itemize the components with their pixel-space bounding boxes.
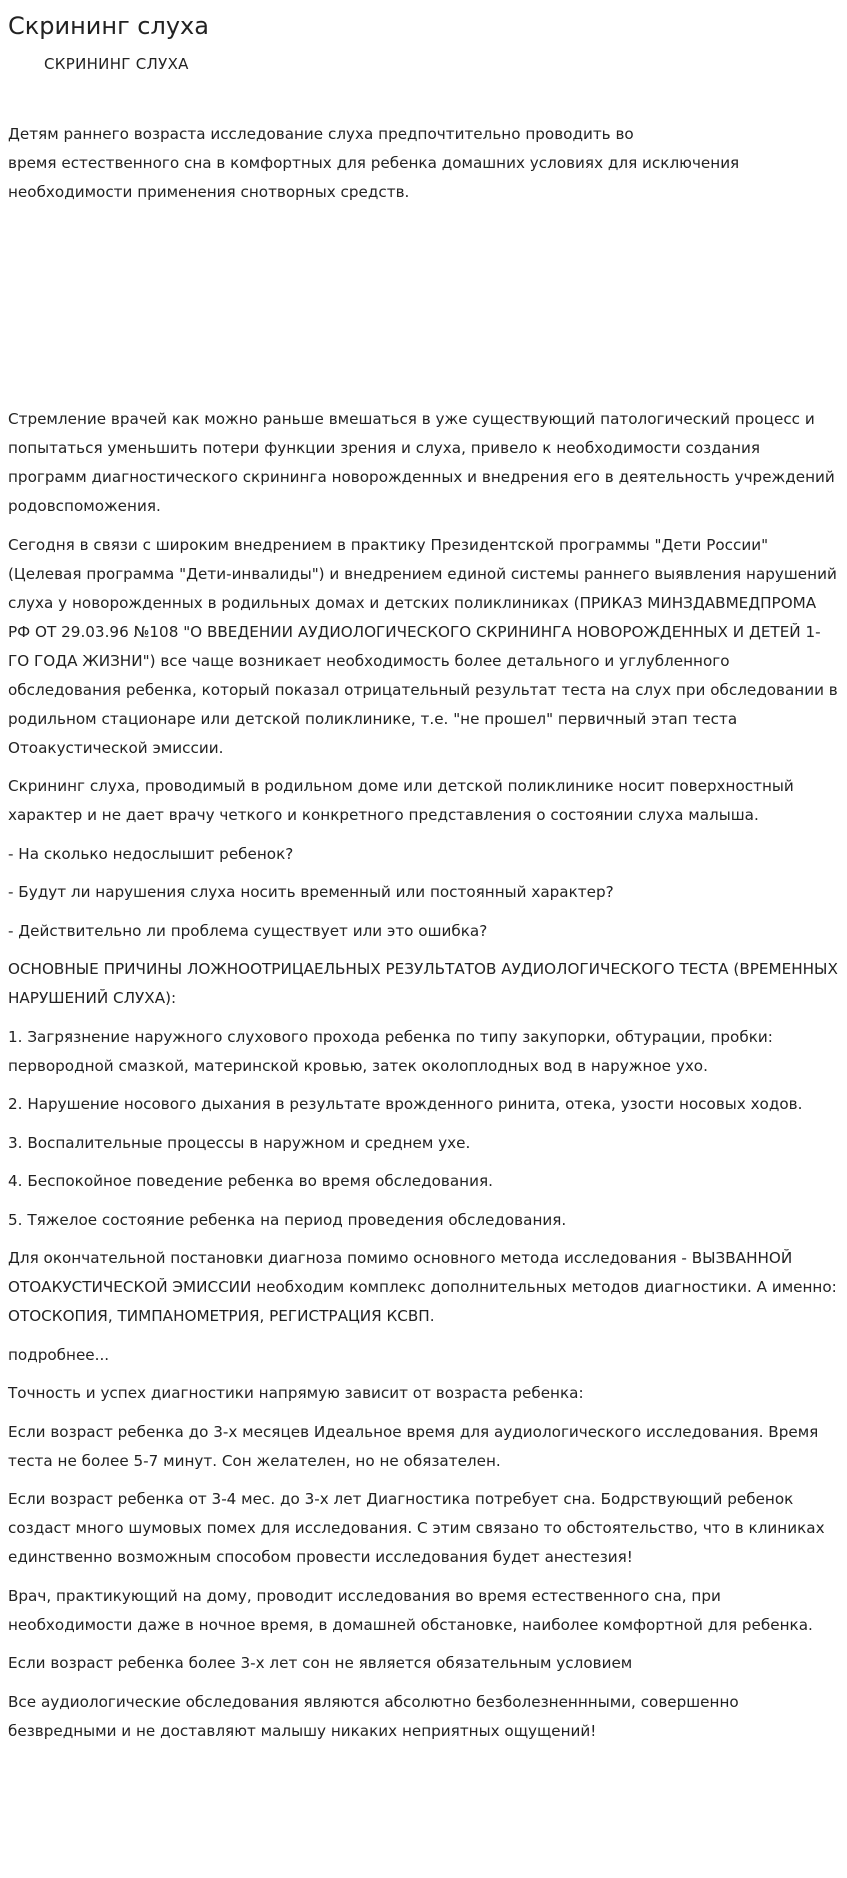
intro-line: необходимости применения снотворных средств. bbox=[8, 183, 410, 201]
cause-item: 3. Воспалительные процессы в наружном и среднем ухе. bbox=[8, 1133, 471, 1152]
question-item: - Действительно ли проблема существует или это ошибка? bbox=[8, 921, 488, 940]
paragraph: Врач, практикующий на дому, проводит исследования во время естественного сна, при необходимости даже в ночное время, в домашней обстановке, наиболее комфортной для ребенка. bbox=[8, 1586, 813, 1634]
paragraph: Стремление врачей как можно раньше вмешаться в уже существующий патологический процесс и попытаться уменьшить потери функции зрения и слуха, привело к необходимости создания программ диагностического скрининга новорожденных и внедрения его в деятельность учреждений родовспоможения. bbox=[8, 410, 835, 515]
blank-space bbox=[8, 207, 839, 405]
intro-text bbox=[8, 120, 839, 207]
cause-item: 4. Беспокойное поведение ребенка во время обследования. bbox=[8, 1172, 493, 1190]
cause-item: 1. Загрязнение наружного слухового прохода ребенка по типу закупорки, обтурации, пробки: первородной смазкой, материнской кровью, затек околоплодных вод в наружное ухо. bbox=[8, 1027, 773, 1075]
section-heading: ОСНОВНЫЕ ПРИЧИНЫ ЛОЖНООТРИЦАЕЛЬНЫХ РЕЗУЛЬТАТОВ АУДИОЛОГИЧЕСКОГО ТЕСТА (ВРЕМЕННЫХ НАРУШЕНИЙ СЛУХА): bbox=[8, 960, 838, 1007]
intro-line: время естественного сна в комфортных для ребенка домашних условиях для исключения bbox=[8, 154, 740, 172]
paragraph: Точность и успех диагностики напрямую зависит от возраста ребенка: bbox=[8, 1384, 584, 1402]
question-item: - Будут ли нарушения слуха носить временный или постоянный характер? bbox=[8, 883, 614, 901]
paragraph: Если возраст ребенка от 3-4 мес. до 3-х лет Диагностика потребует сна. Бодрствующий ребенок создаст много шумовых помех для исследования. С этим связано то обстоятельство, что в клиниках единственно возможным способом провести исследования будет анестезия! bbox=[8, 1490, 825, 1566]
paragraph: Для окончательной постановки диагноза помимо основного метода исследования - ВЫЗВАННОЙ ОТОАКУСТИЧЕСКОЙ ЭМИССИИ необходим комплекс дополнительных методов диагностики. А именно: ОТОСКОПИЯ, ТИМПАНОМЕТРИЯ, РЕГИСТРАЦИЯ КСВП. bbox=[8, 1249, 837, 1325]
cause-item: 2. Нарушение носового дыхания в результате врожденного ринита, отека, узости носовых ходов. bbox=[8, 1095, 803, 1113]
cause-item: 5. Тяжелое состояние ребенка на период проведения обследования. bbox=[8, 1210, 567, 1229]
paragraph: Сегодня в связи с широким внедрением в практику Президентской программы "Дети России" (Целевая программа "Дети-инвалиды") и внедрением единой системы раннего выявления нарушений слуха у новорожденных в родильных домах и детских поликлиниках (ПРИКАЗ МИНЗДАВМЕДПРОМА РФ ОТ 29.03.96 №108 "О ВВЕДЕНИИ АУДИОЛОГИЧЕСКОГО СКРИНИНГА НОВОРОЖДЕННЫХ И ДЕТЕЙ 1-ГО ГОДА ЖИЗНИ") все чаще возникает необходимость более детального и углубленного обследования ребенка, который показал отрицательный результат теста на слух при обследовании в родильном стационаре или детской поликлинике, т.е. "не прошел" первичный этап теста Отоакустической эмиссии. bbox=[8, 535, 838, 757]
intro-line: Детям раннего возраста исследование слуха предпочтительно проводить во bbox=[8, 125, 634, 143]
paragraph: Скрининг слуха, проводимый в родильном доме или детской поликлинике носит поверхностный характер и не дает врачу четкого и конкретного представления о состоянии слуха малыша. bbox=[8, 777, 794, 824]
paragraph: Если возраст ребенка более 3-х лет сон не является обязательным условием bbox=[8, 1654, 633, 1672]
page-title: Скрининг слуха bbox=[8, 12, 209, 40]
question-item: - На сколько недослышит ребенок? bbox=[8, 844, 294, 863]
more-link[interactable]: подробнее... bbox=[8, 1345, 110, 1364]
paragraph: Если возраст ребенка до 3-х месяцев Идеальное время для аудиологического исследования. Время теста не более 5-7 минут. Сон желателен, но не обязателен. bbox=[8, 1422, 819, 1470]
paragraph: Все аудиологические обследования являются абсолютно безболезненнными, совершенно безвредными и не доставляют малышу никаких неприятных ощущений! bbox=[8, 1692, 739, 1740]
subtitle: СКРИНИНГ СЛУХА bbox=[44, 55, 189, 73]
article-body bbox=[8, 405, 839, 1746]
more-paragraph bbox=[8, 1341, 839, 1370]
